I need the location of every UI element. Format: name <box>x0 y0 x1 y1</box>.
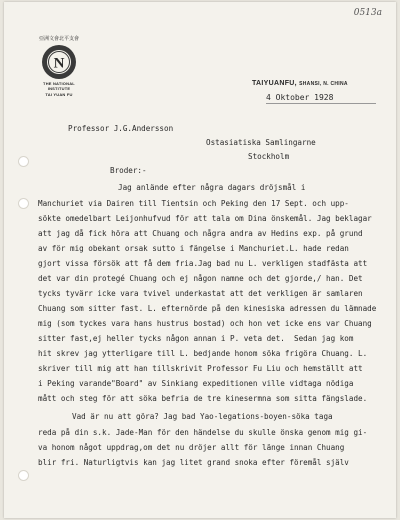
date-rule <box>266 103 376 104</box>
archive-number: 0513a <box>353 8 382 18</box>
institute-logo <box>38 36 80 97</box>
body-line: reda på din s.k. Jade-Man för den händelse du skulle önska genom mig gi- <box>38 428 368 437</box>
body-line: tycks tyvärr icke vara tvivel underkastat att det verkligen är samlaren <box>38 289 363 298</box>
body-line: Chuang som sitter fast. L. efternörde på den kinesiska adressen du lämnade <box>38 304 377 313</box>
letter-page <box>4 2 396 518</box>
body-line: sitter fast,ej heller tycks någon annan i P. veta det. Sedan jag kom <box>38 334 354 343</box>
logo-chinese-text: 亞洲文會北平支會 <box>38 36 79 42</box>
body-line: i Peking varande"Board" av Sinkiang expeditionen ville vidtaga nödiga <box>38 379 354 388</box>
body-line: mått och steg för att söka befria de tre kinesermna som sitta fängslade. <box>38 394 368 403</box>
body-line: va honom något uppdrag,om det nu dröjer allt för länge innan Chuang <box>38 443 345 452</box>
body-line: Vad är nu att göra? Jag bad Yao-legations-boyen-söka taga <box>72 412 333 421</box>
letter-date: 4 Oktober 1928 <box>266 93 334 102</box>
body-line: att jag då fick höra att Chuang och några andra av Hedins exp. på grund <box>38 229 363 238</box>
place-name: TAIYUANFU, <box>252 80 297 87</box>
body-line: sökte omedelbart Leijonhufvud för att tala om Dina önskemål. Jag beklagar <box>38 214 372 223</box>
body-line: Manchuriet via Dairen till Tientsin och Peking den 17 Sept. och upp- <box>38 199 349 208</box>
recipient-org: Ostasiatiska Samlingarne <box>206 138 316 147</box>
place-header <box>252 80 348 87</box>
body-line: mig (som tyckes vara hans hustrus bostad) och hon vet icke ens var Chuang <box>38 319 372 328</box>
logo-institute-name: THE NATIONAL INSTITUTE <box>43 81 75 91</box>
punch-hole <box>18 198 29 209</box>
salutation: Broder:- <box>110 166 147 175</box>
body-line: det var din protegé Chuang och ej någon namne och det gjorde,/ han. Det <box>38 274 363 283</box>
logo-institute-sub: TAI YUAN FU <box>45 92 73 97</box>
punch-hole <box>18 156 29 167</box>
svg-text:N: N <box>53 55 65 72</box>
recipient-city: Stockholm <box>248 152 290 161</box>
body-line: skriver till mig att han tillskrivit Professor Fu Liu och hemställt att <box>38 364 363 373</box>
body-line: gjort vissa försök att få dem fria.Jag bad nu L. verkligen stadfästa att <box>38 259 368 268</box>
body-line: Jag anlände efter några dagars dröjsmål i <box>118 183 306 192</box>
body-line: hit skrev jag ytterligare till L. bedjande honom söka frigöra Chuang. L. <box>38 349 368 358</box>
body-line: av för mig obekant orsak sutto i fängelse i Manchuriet.L. hade redan <box>38 244 349 253</box>
recipient-name: Professor J.G.Andersson <box>68 124 174 133</box>
place-province: SHANSI, N. CHINA <box>299 81 348 87</box>
seal-icon <box>41 44 77 80</box>
body-line: blir fri. Naturligtvis kan jag litet grand snoka efter föremål själv <box>38 458 349 467</box>
punch-hole <box>18 470 29 481</box>
